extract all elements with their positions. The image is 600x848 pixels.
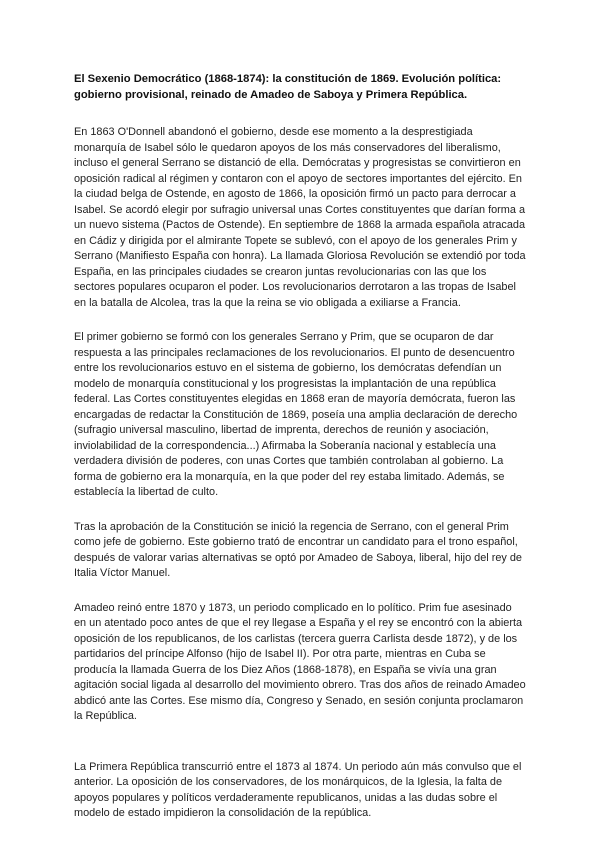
paragraph-revolucion-1868: En 1863 O'Donnell abandonó el gobierno, desde ese momento a la desprestigiada monarquía de Isabel sólo le quedaron apoyos de los más conservadores del liberalismo, incluso el general Serrano se distanció de ella. Demócratas y progresistas se convirtieron en oposición radical al régimen y contaron con el apoyo de sectores importantes del ejército. En la ciudad belga de Ostende, en agosto de 1866, la oposición firmó un pacto para derrocar a Isabel. Se acordó elegir por sufragio universal unas Cortes constituyentes que darían forma a un nuevo sistema (Pactos de Ostende). En septiembre de 1868 la armada española atracada en Cádiz y dirigida por el almirante Topete se sublevó, con el apoyo de los generales Prim y Serrano (Manifiesto España con honra). La llamada Gloriosa Revolución se extendió por toda España, en las principales ciudades se crearon juntas revolucionarias con las que los sectores populares ocuparon el poder. Los revolucionarios derrotaron a las tropas de Isabel en la batalla de Alcolea, tras la que la reina se vio obligada a exiliarse a Francia. <box>74 126 526 309</box>
paragraph-reinado-amadeo: Amadeo reinó entre 1870 y 1873, un periodo complicado en lo político. Prim fue asesinado en un atentado poco antes de que el rey llegase a España y el rey se encontró con la abierta oposición de los republicanos, de los carlistas (tercera guerra Carlista desde 1872), y de los partidarios del príncipe Alfonso (hijo de Isabel II). Por otra parte, mientras en Cuba se producía la llamada Guerra de los Diez Años (1868-1878), en España se vivía una gran agitación social ligada al desarrollo del movimiento obrero. Tras dos años de reinado Amadeo abdicó ante las Cortes. Ese mismo día, Congreso y Senado, en sesión conjunta proclamaron la República. <box>74 601 526 722</box>
paragraph-regencia-serrano: Tras la aprobación de la Constitución se inició la regencia de Serrano, con el general Prim como jefe de gobierno. Este gobierno trató de encontrar un candidato para el trono español, después de valorar varias alternativas se optó por Amadeo de Saboya, liberal, hijo del rey de Italia Víctor Manuel. <box>74 520 522 579</box>
paragraph-constitucion-1869: El primer gobierno se formó con los generales Serrano y Prim, que se ocuparon de dar respuesta a las principales reclamaciones de los revolucionarios. El punto de desencuentro entre los revolucionarios estuvo en el sistema de gobierno, los demócratas defendían un modelo de monarquía constitucional y los progresistas la implantación de una república federal. Las Cortes constituyentes elegidas en 1868 eran de mayoría demócrata, fueron las encargadas de redactar la Constitución de 1869, poseía una amplia declaración de derecho (sufragio universal masculino, libertad de imprenta, derechos de reunión y asociación, inviolabilidad de la correspondencia...) Afirmaba la Soberanía nacional y establecía una verdadera división de poderes, con unas Cortes que también controlaban al gobierno. La forma de gobierno era la monarquía, en la que poder del rey estaba limitado. Además, se establecía la libertad de culto. <box>74 331 518 498</box>
document-title: El Sexenio Democrático (1868-1874): la constitución de 1869. Evolución política: gobierno provisional, reinado de Amadeo de Saboya y Primera República. <box>74 73 502 101</box>
paragraph-primera-republica: La Primera República transcurrió entre el 1873 al 1874. Un periodo aún más convulso que el anterior. La oposición de los conservadores, de los monárquicos, de la Iglesia, la falta de apoyos populares y políticos verdaderamente republicanos, unidas a las dudas sobre el modelo de estado impidieron la consolidación de la república. <box>74 760 522 819</box>
document-page <box>74 72 526 841</box>
